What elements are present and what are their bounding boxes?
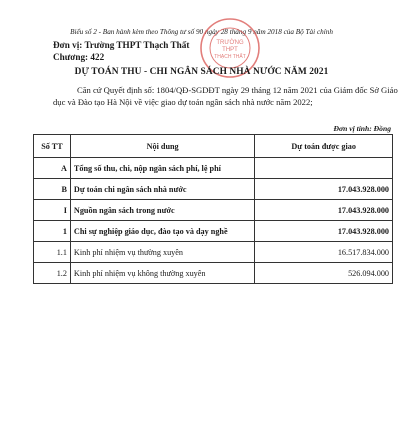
table-row xyxy=(34,263,393,284)
table-row xyxy=(34,158,393,179)
row-amount: 17.043.928.000 xyxy=(255,200,393,221)
budget-table xyxy=(33,134,393,284)
row-content: Dự toán chi ngân sách nhà nước xyxy=(70,179,254,200)
row-amount xyxy=(255,158,393,179)
stamp-bottom-text: THẠCH THẤT xyxy=(214,54,246,60)
row-stt: 1.2 xyxy=(34,263,71,284)
table-row xyxy=(34,221,393,242)
row-stt: A xyxy=(34,158,71,179)
legal-reference-note: Biểu số 2 - Ban hành kèm theo Thông tư số 90 ngày 28 tháng 9 năm 2018 của Bộ Tài chính xyxy=(70,28,333,36)
row-content: Kinh phí nhiệm vụ không thường xuyên xyxy=(70,263,254,284)
row-stt: B xyxy=(34,179,71,200)
row-content: Tổng số thu, chi, nộp ngân sách phí, lệ phí xyxy=(70,158,254,179)
currency-unit-label: Đơn vị tính: Đồng xyxy=(333,124,391,133)
unit-name: Đơn vị: Trường THPT Thạch Thất xyxy=(53,40,190,50)
row-amount: 526.094.000 xyxy=(255,263,393,284)
row-amount: 17.043.928.000 xyxy=(255,179,393,200)
row-content: Nguồn ngân sách trong nước xyxy=(70,200,254,221)
table-row xyxy=(34,200,393,221)
row-stt: I xyxy=(34,200,71,221)
row-content: Chi sự nghiệp giáo dục, đào tạo và dạy nghề xyxy=(70,221,254,242)
chapter-code: Chương: 422 xyxy=(53,52,105,62)
row-amount: 16.517.834.000 xyxy=(255,242,393,263)
stamp-middle-text: THPT xyxy=(222,47,238,53)
table-header-row xyxy=(34,135,393,158)
row-stt: 1 xyxy=(34,221,71,242)
column-header-stt: Số TT xyxy=(34,135,71,158)
table-row xyxy=(34,242,393,263)
document-title: DỰ TOÁN THU - CHI NGÂN SÁCH NHÀ NƯỚC NĂM 2021 xyxy=(74,67,329,77)
stamp-top-text: TRƯỜNG xyxy=(216,40,244,46)
row-amount: 17.043.928.000 xyxy=(255,221,393,242)
decision-basis-text: Căn cứ Quyết định số: 1804/QĐ-SGDĐT ngày 29 tháng 12 năm 2021 của Giám đốc Sở Giáo dục và Đào tạo Hà Nội về việc giao dự toán ngân sách nhà nước năm 2022; xyxy=(53,85,398,107)
table-row xyxy=(34,179,393,200)
column-header-amount: Dự toán được giao xyxy=(255,135,393,158)
row-stt: 1.1 xyxy=(34,242,71,263)
column-header-content: Nội dung xyxy=(70,135,254,158)
row-content: Kinh phí nhiệm vụ thường xuyên xyxy=(70,242,254,263)
